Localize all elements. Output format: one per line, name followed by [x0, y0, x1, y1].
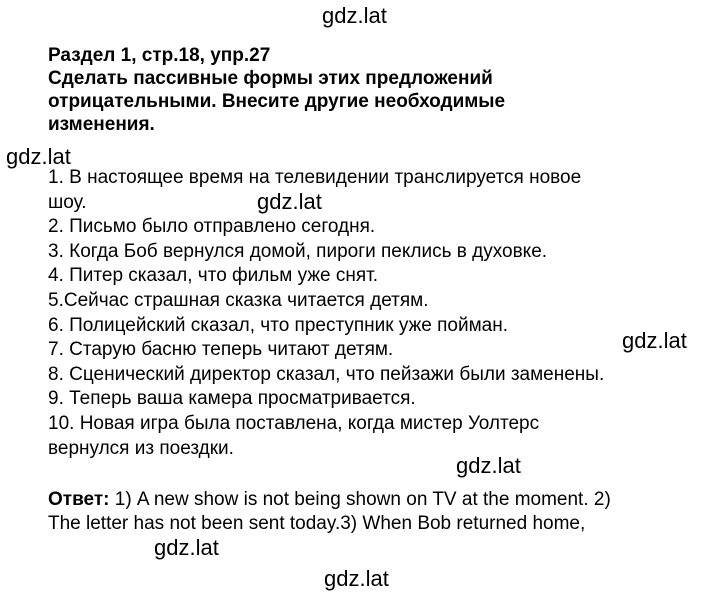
watermark: gdz.lat [6, 144, 71, 169]
exercise-line: 1. В настоящее время на телевидении транслируется новое [48, 167, 582, 188]
watermark: gdz.lat [154, 535, 219, 560]
watermark: gdz.lat [456, 453, 521, 478]
exercise-line: 6. Полицейский сказал, что преступник уже пойман. [48, 314, 508, 336]
exercise-line: 8. Сценический директор сказал, что пейзажи были заменены. [48, 363, 605, 385]
answer-text: 1) A new show is not being shown on TV at the moment. 2) [109, 489, 611, 510]
watermark: gdz.lat [622, 328, 687, 353]
watermark: gdz.lat [322, 3, 387, 28]
answer-block [48, 488, 708, 536]
exercise-line: 7. Старую басню теперь читают детям. [48, 339, 394, 361]
task-line: изменения. [48, 114, 155, 135]
section-title: Раздел 1, стр.18, упр.27 [48, 45, 271, 66]
exercise-line: 10. Новая игра была поставлена, когда мистер Уолтерс [48, 412, 540, 434]
answer-line [48, 488, 708, 512]
task-line: отрицательными. Внесите другие необходимые [48, 91, 506, 112]
exercise-line: 9. Теперь ваша камера просматривается. [48, 388, 416, 410]
exercise-header [48, 44, 688, 136]
exercise-line: шоу. [48, 191, 87, 213]
task-line: Сделать пассивные формы этих предложений [48, 68, 493, 89]
answer-label: Ответ: [48, 489, 110, 510]
watermark: gdz.lat [324, 566, 389, 591]
exercise-list [48, 166, 698, 461]
exercise-line: 4. Питер сказал, что фильм уже снят. [48, 265, 379, 287]
exercise-line: 2. Письмо было отправлено сегодня. [48, 216, 376, 238]
exercise-line: 5.Сейчас страшная сказка читается детям. [48, 289, 429, 311]
watermark: gdz.lat [257, 189, 322, 214]
answer-line: The letter has not been sent today.3) When Bob returned home, [48, 513, 586, 534]
exercise-line: вернулся из поездки. [48, 437, 234, 459]
exercise-line: 3. Когда Боб вернулся домой, пироги пеклись в духовке. [48, 240, 548, 262]
